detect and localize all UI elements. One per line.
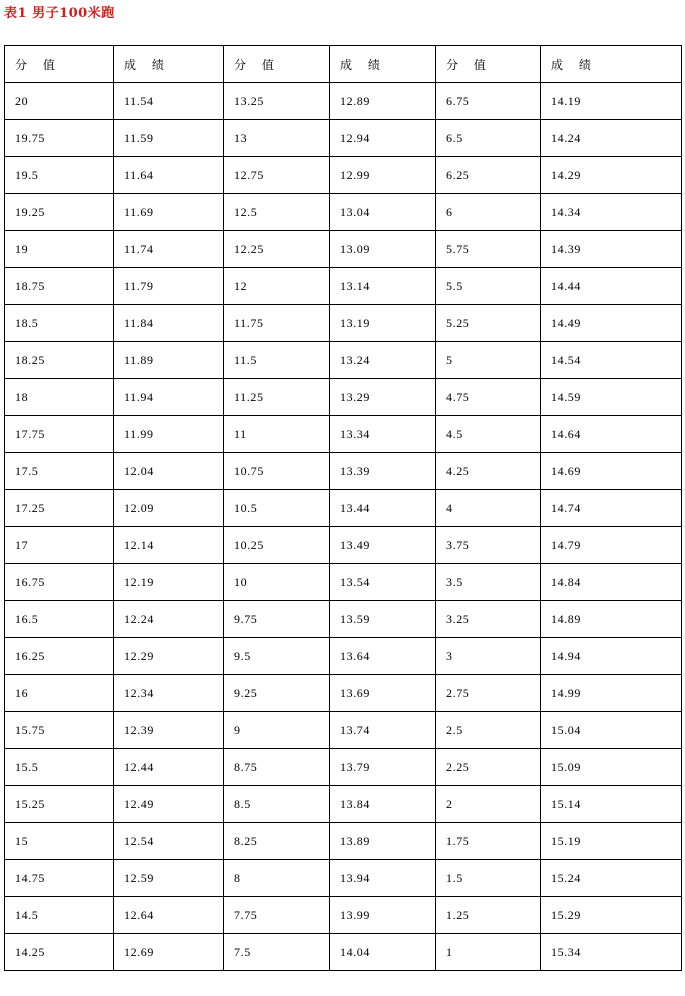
score-cell: 13.25	[224, 83, 330, 120]
result-cell: 13.79	[330, 749, 436, 786]
score-cell: 18.75	[5, 268, 114, 305]
result-cell: 12.49	[114, 786, 224, 823]
result-cell: 15.04	[541, 712, 682, 749]
table-row	[5, 712, 682, 749]
score-cell: 19.25	[5, 194, 114, 231]
result-cell: 13.44	[330, 490, 436, 527]
result-cell: 13.89	[330, 823, 436, 860]
result-cell: 15.24	[541, 860, 682, 897]
score-cell: 11	[224, 416, 330, 453]
result-cell: 14.59	[541, 379, 682, 416]
result-cell: 13.04	[330, 194, 436, 231]
score-cell: 3.25	[436, 601, 541, 638]
header-row	[5, 46, 682, 83]
result-cell: 14.99	[541, 675, 682, 712]
result-cell: 13.49	[330, 527, 436, 564]
result-cell: 15.14	[541, 786, 682, 823]
score-cell: 15.75	[5, 712, 114, 749]
table-body	[5, 83, 682, 971]
header-result-3: 成 绩	[541, 46, 682, 83]
header-score-3: 分 值	[436, 46, 541, 83]
score-cell: 18	[5, 379, 114, 416]
score-cell: 10.25	[224, 527, 330, 564]
score-cell: 7.75	[224, 897, 330, 934]
score-cell: 16.5	[5, 601, 114, 638]
result-cell: 14.44	[541, 268, 682, 305]
result-cell: 14.29	[541, 157, 682, 194]
table-row	[5, 675, 682, 712]
result-cell: 12.24	[114, 601, 224, 638]
score-cell: 4.25	[436, 453, 541, 490]
result-cell: 15.09	[541, 749, 682, 786]
result-cell: 13.54	[330, 564, 436, 601]
table-row	[5, 786, 682, 823]
result-cell: 11.84	[114, 305, 224, 342]
result-cell: 12.09	[114, 490, 224, 527]
score-cell: 2	[436, 786, 541, 823]
result-cell: 15.29	[541, 897, 682, 934]
score-cell: 4.5	[436, 416, 541, 453]
score-cell: 7.5	[224, 934, 330, 971]
table-row	[5, 490, 682, 527]
score-cell: 19.5	[5, 157, 114, 194]
header-result-2: 成 绩	[330, 46, 436, 83]
score-cell: 2.5	[436, 712, 541, 749]
result-cell: 13.94	[330, 860, 436, 897]
score-cell: 1.75	[436, 823, 541, 860]
score-cell: 8.25	[224, 823, 330, 860]
score-cell: 16.25	[5, 638, 114, 675]
score-cell: 4.75	[436, 379, 541, 416]
result-cell: 12.99	[330, 157, 436, 194]
score-cell: 2.75	[436, 675, 541, 712]
result-cell: 11.94	[114, 379, 224, 416]
score-cell: 15.25	[5, 786, 114, 823]
score-cell: 16	[5, 675, 114, 712]
table-row	[5, 860, 682, 897]
score-cell: 3.75	[436, 527, 541, 564]
result-cell: 13.34	[330, 416, 436, 453]
score-cell: 18.5	[5, 305, 114, 342]
score-cell: 20	[5, 83, 114, 120]
result-cell: 13.24	[330, 342, 436, 379]
result-cell: 14.89	[541, 601, 682, 638]
score-cell: 8.75	[224, 749, 330, 786]
score-cell: 9.5	[224, 638, 330, 675]
score-cell: 14.25	[5, 934, 114, 971]
result-cell: 15.34	[541, 934, 682, 971]
result-cell: 14.54	[541, 342, 682, 379]
result-cell: 11.74	[114, 231, 224, 268]
score-cell: 14.5	[5, 897, 114, 934]
table-row	[5, 305, 682, 342]
score-table	[4, 45, 682, 971]
score-cell: 2.25	[436, 749, 541, 786]
result-cell: 13.74	[330, 712, 436, 749]
score-cell: 1.5	[436, 860, 541, 897]
header-result-1: 成 绩	[114, 46, 224, 83]
result-cell: 12.69	[114, 934, 224, 971]
result-cell: 14.74	[541, 490, 682, 527]
result-cell: 13.09	[330, 231, 436, 268]
score-cell: 12	[224, 268, 330, 305]
score-cell: 19.75	[5, 120, 114, 157]
score-cell: 5	[436, 342, 541, 379]
score-cell: 12.25	[224, 231, 330, 268]
table-row	[5, 83, 682, 120]
result-cell: 13.39	[330, 453, 436, 490]
score-cell: 3.5	[436, 564, 541, 601]
result-cell: 13.69	[330, 675, 436, 712]
result-cell: 12.64	[114, 897, 224, 934]
score-cell: 12.5	[224, 194, 330, 231]
score-cell: 12.75	[224, 157, 330, 194]
result-cell: 12.89	[330, 83, 436, 120]
result-cell: 14.69	[541, 453, 682, 490]
result-cell: 13.99	[330, 897, 436, 934]
header-score-2: 分 值	[224, 46, 330, 83]
result-cell: 14.94	[541, 638, 682, 675]
result-cell: 14.04	[330, 934, 436, 971]
score-cell: 15	[5, 823, 114, 860]
score-cell: 10.75	[224, 453, 330, 490]
result-cell: 12.94	[330, 120, 436, 157]
score-cell: 17	[5, 527, 114, 564]
result-cell: 12.14	[114, 527, 224, 564]
table-row	[5, 342, 682, 379]
result-cell: 12.59	[114, 860, 224, 897]
score-cell: 11.5	[224, 342, 330, 379]
score-cell: 10.5	[224, 490, 330, 527]
result-cell: 14.79	[541, 527, 682, 564]
result-cell: 14.84	[541, 564, 682, 601]
score-cell: 5.25	[436, 305, 541, 342]
result-cell: 15.19	[541, 823, 682, 860]
table-row	[5, 638, 682, 675]
score-cell: 8	[224, 860, 330, 897]
score-cell: 6	[436, 194, 541, 231]
score-cell: 5.75	[436, 231, 541, 268]
result-cell: 12.34	[114, 675, 224, 712]
result-cell: 14.39	[541, 231, 682, 268]
result-cell: 11.89	[114, 342, 224, 379]
result-cell: 11.69	[114, 194, 224, 231]
table-row	[5, 453, 682, 490]
score-cell: 17.25	[5, 490, 114, 527]
result-cell: 11.54	[114, 83, 224, 120]
score-cell: 6.25	[436, 157, 541, 194]
result-cell: 14.34	[541, 194, 682, 231]
result-cell: 12.04	[114, 453, 224, 490]
table-row	[5, 416, 682, 453]
result-cell: 13.29	[330, 379, 436, 416]
score-cell: 13	[224, 120, 330, 157]
result-cell: 11.99	[114, 416, 224, 453]
table-row	[5, 268, 682, 305]
table-row	[5, 564, 682, 601]
score-cell: 11.75	[224, 305, 330, 342]
score-cell: 5.5	[436, 268, 541, 305]
table-row	[5, 823, 682, 860]
table-row	[5, 194, 682, 231]
table-row	[5, 157, 682, 194]
result-cell: 14.24	[541, 120, 682, 157]
score-cell: 9.25	[224, 675, 330, 712]
score-cell: 17.75	[5, 416, 114, 453]
table-row	[5, 601, 682, 638]
result-cell: 13.84	[330, 786, 436, 823]
score-cell: 6.5	[436, 120, 541, 157]
score-cell: 9	[224, 712, 330, 749]
result-cell: 11.64	[114, 157, 224, 194]
score-cell: 18.25	[5, 342, 114, 379]
result-cell: 13.59	[330, 601, 436, 638]
score-cell: 1.25	[436, 897, 541, 934]
table-caption: 表1 男子100米跑	[4, 6, 115, 21]
score-cell: 4	[436, 490, 541, 527]
result-cell: 12.29	[114, 638, 224, 675]
score-cell: 9.75	[224, 601, 330, 638]
header-score-1: 分 值	[5, 46, 114, 83]
result-cell: 12.19	[114, 564, 224, 601]
score-cell: 6.75	[436, 83, 541, 120]
result-cell: 11.59	[114, 120, 224, 157]
table-row	[5, 749, 682, 786]
result-cell: 11.79	[114, 268, 224, 305]
result-cell: 12.54	[114, 823, 224, 860]
table-row	[5, 897, 682, 934]
result-cell: 14.64	[541, 416, 682, 453]
score-cell: 17.5	[5, 453, 114, 490]
result-cell: 13.19	[330, 305, 436, 342]
score-cell: 19	[5, 231, 114, 268]
score-cell: 1	[436, 934, 541, 971]
result-cell: 12.44	[114, 749, 224, 786]
score-cell: 14.75	[5, 860, 114, 897]
result-cell: 14.19	[541, 83, 682, 120]
score-cell: 16.75	[5, 564, 114, 601]
score-cell: 8.5	[224, 786, 330, 823]
score-cell: 15.5	[5, 749, 114, 786]
table-row	[5, 379, 682, 416]
result-cell: 12.39	[114, 712, 224, 749]
result-cell: 13.64	[330, 638, 436, 675]
score-cell: 10	[224, 564, 330, 601]
score-cell: 3	[436, 638, 541, 675]
table-row	[5, 231, 682, 268]
result-cell: 14.49	[541, 305, 682, 342]
table-row	[5, 934, 682, 971]
table-row	[5, 527, 682, 564]
score-cell: 11.25	[224, 379, 330, 416]
result-cell: 13.14	[330, 268, 436, 305]
table-row	[5, 120, 682, 157]
